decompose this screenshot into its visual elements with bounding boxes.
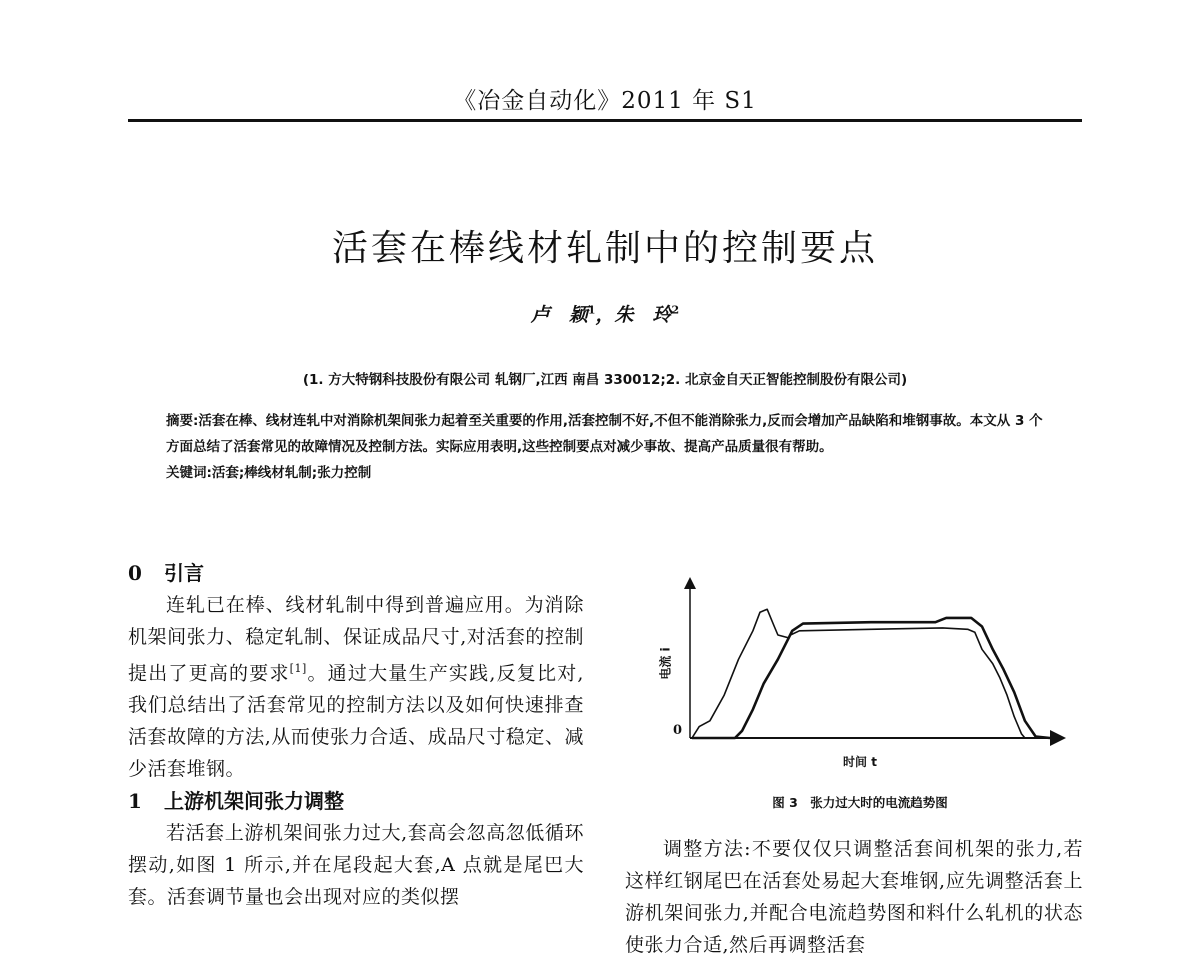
keywords-text: 活套;棒线材轧制;张力控制 [211, 465, 372, 481]
series-curve-late [692, 618, 1050, 738]
body-paragraph [128, 589, 584, 785]
header-rule [128, 119, 1082, 122]
section-title: 上游机架间张力调整 [164, 789, 344, 814]
affiliations: (1. 方大特钢科技股份有限公司 轧钢厂,江西 南昌 330012;2. 北京金自天正智能控制股份有限公司) [302, 372, 908, 388]
keywords-label: 关键词: [166, 465, 212, 481]
y-axis-label: 电流 i [658, 647, 673, 680]
x-axis-label: 时间 t [843, 755, 877, 769]
body-paragraph: 调整方法:不要仅仅只调整活套间机架的张力,若这样红钢尾巴在活套处易起大套堆钢,应先调整活套上游机架间张力,并配合电流趋势图和料什么轧机的状态使张力合适,然后再调整活套 [625, 838, 1083, 956]
series-curve-early [692, 609, 1025, 738]
line-chart [640, 575, 1080, 755]
left-column [128, 557, 584, 913]
section-heading [128, 785, 584, 817]
author-name: 朱 玲 [614, 304, 672, 326]
keywords [166, 460, 1046, 486]
citation-ref[interactable]: [1] [289, 662, 307, 675]
origin-label: 0 [673, 723, 683, 738]
section-title: 引言 [164, 561, 204, 585]
author-name: 卢 颖 [530, 304, 588, 326]
author-list [128, 300, 1082, 327]
author-affil-mark: 2 [671, 303, 680, 317]
figure-caption: 图 3 张力过大时的电流趋势图 [772, 795, 948, 810]
abstract-text: 活套在棒、线材连轧中对消除机架间张力起着至关重要的作用,活套控制不好,不但不能消除张力,反而会增加产品缺陷和堆钢事故。本文从 3 个方面总结了活套常见的故障情况及控制方法。实际应用表明,这些控制要点对减少事故、提高产品质量很有帮助。 [166, 413, 1043, 455]
abstract-label: 摘要: [166, 413, 199, 429]
paragraph-text: 。通过大量生产实践,反复比对,我们总结出了活套常见的控制方法以及如何快速排查活套故障的方法,从而使张力合适、成品尺寸稳定、减少活套堆钢。 [128, 662, 584, 781]
author-separator: ， [595, 304, 615, 326]
section-number: 1 [128, 789, 142, 814]
author-affil-mark: 1 [587, 303, 596, 317]
paper-title: 活套在棒线材轧制中的控制要点 [331, 228, 878, 269]
right-column [625, 833, 1083, 961]
abstract [166, 408, 1046, 460]
section-heading [128, 557, 584, 589]
abstract-block [166, 408, 1046, 486]
running-head: 《冶金自动化》2011 年 S1 [453, 88, 757, 114]
figure-current-trend [640, 575, 1080, 805]
paragraph-text: 连轧已在棒、线材轧制中得到普遍应用。为消除机架间张力、稳定轧制、保证成品尺寸,对活套的控制提出了更高的要求 [128, 594, 584, 685]
section-number: 0 [128, 561, 142, 585]
body-paragraph: 若活套上游机架间张力过大,套高会忽高忽低循环摆动,如图 1 所示,并在尾段起大套,A 点就是尾巴大套。活套调节量也会出现对应的类似摆 [128, 822, 584, 909]
